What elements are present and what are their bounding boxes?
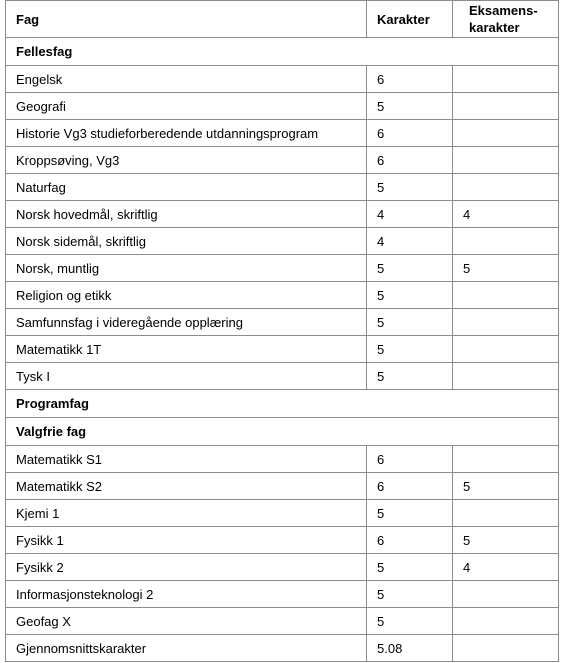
exam-grade-cell xyxy=(453,363,559,390)
exam-grade-cell xyxy=(453,282,559,309)
subject-cell: Historie Vg3 studieforberedende utdanningsprogram xyxy=(6,120,367,147)
exam-grade-cell xyxy=(453,446,559,473)
grade-column-header: Karakter xyxy=(367,1,453,38)
subject-cell: Geofag X xyxy=(6,608,367,635)
average-row xyxy=(6,635,559,662)
table-row xyxy=(6,66,559,93)
grade-cell: 6 xyxy=(367,473,453,500)
section-heading: Valgfrie fag xyxy=(6,418,559,446)
grades-table-body xyxy=(6,38,559,662)
exam-grade-column-header xyxy=(453,1,559,38)
table-row xyxy=(6,527,559,554)
exam-grade-cell xyxy=(453,336,559,363)
table-row xyxy=(6,147,559,174)
table-row xyxy=(6,581,559,608)
exam-grade-cell xyxy=(453,174,559,201)
exam-grade-cell xyxy=(453,66,559,93)
subject-cell: Norsk hovedmål, skriftlig xyxy=(6,201,367,228)
subject-cell: Norsk sidemål, skriftlig xyxy=(6,228,367,255)
table-row xyxy=(6,446,559,473)
table-row xyxy=(6,120,559,147)
subject-cell: Tysk I xyxy=(6,363,367,390)
subject-cell: Religion og etikk xyxy=(6,282,367,309)
grade-cell: 5 xyxy=(367,93,453,120)
grade-cell: 6 xyxy=(367,66,453,93)
grade-cell: 5 xyxy=(367,581,453,608)
section-heading: Fellesfag xyxy=(6,38,559,66)
table-row xyxy=(6,201,559,228)
table-row xyxy=(6,282,559,309)
grade-cell: 5 xyxy=(367,500,453,527)
subject-cell: Matematikk S2 xyxy=(6,473,367,500)
section-heading-row xyxy=(6,418,559,446)
grade-cell: 5 xyxy=(367,255,453,282)
subject-cell: Fysikk 1 xyxy=(6,527,367,554)
table-row xyxy=(6,228,559,255)
exam-grade-cell: 5 xyxy=(453,255,559,282)
exam-grade-cell: 4 xyxy=(453,554,559,581)
grades-table xyxy=(5,0,559,662)
subject-cell: Matematikk S1 xyxy=(6,446,367,473)
table-row xyxy=(6,336,559,363)
grade-cell: 5 xyxy=(367,554,453,581)
exam-header-line1: Eksamens- xyxy=(469,3,538,18)
grade-cell: 5 xyxy=(367,282,453,309)
exam-grade-cell xyxy=(453,120,559,147)
exam-grade-cell: 5 xyxy=(453,527,559,554)
table-row xyxy=(6,255,559,282)
exam-header-line2: karakter xyxy=(469,20,520,35)
table-row xyxy=(6,500,559,527)
grade-cell: 4 xyxy=(367,201,453,228)
subject-cell: Informasjonsteknologi 2 xyxy=(6,581,367,608)
table-row xyxy=(6,554,559,581)
exam-grade-cell: 4 xyxy=(453,201,559,228)
grade-cell: 4 xyxy=(367,228,453,255)
subject-cell: Norsk, muntlig xyxy=(6,255,367,282)
section-heading-row xyxy=(6,38,559,66)
grade-cell: 5 xyxy=(367,336,453,363)
grade-cell: 6 xyxy=(367,147,453,174)
average-value: 5.08 xyxy=(367,635,453,662)
average-exam-cell xyxy=(453,635,559,662)
subject-cell: Naturfag xyxy=(6,174,367,201)
table-header-row xyxy=(6,1,559,38)
exam-grade-cell xyxy=(453,581,559,608)
subject-cell: Kroppsøving, Vg3 xyxy=(6,147,367,174)
subject-cell: Matematikk 1T xyxy=(6,336,367,363)
grade-cell: 6 xyxy=(367,527,453,554)
grade-cell: 6 xyxy=(367,446,453,473)
subject-cell: Engelsk xyxy=(6,66,367,93)
average-label: Gjennomsnittskarakter xyxy=(6,635,367,662)
table-row xyxy=(6,473,559,500)
grade-cell: 5 xyxy=(367,174,453,201)
table-row xyxy=(6,93,559,120)
table-row xyxy=(6,174,559,201)
section-heading: Programfag xyxy=(6,390,559,418)
section-heading-row xyxy=(6,390,559,418)
exam-grade-cell: 5 xyxy=(453,473,559,500)
exam-grade-cell xyxy=(453,93,559,120)
exam-grade-cell xyxy=(453,309,559,336)
grade-cell: 5 xyxy=(367,363,453,390)
table-row xyxy=(6,309,559,336)
subject-cell: Fysikk 2 xyxy=(6,554,367,581)
grade-cell: 6 xyxy=(367,120,453,147)
grade-cell: 5 xyxy=(367,309,453,336)
table-row xyxy=(6,363,559,390)
table-row xyxy=(6,608,559,635)
exam-grade-cell xyxy=(453,228,559,255)
exam-grade-cell xyxy=(453,147,559,174)
grade-cell: 5 xyxy=(367,608,453,635)
subject-column-header: Fag xyxy=(6,1,367,38)
exam-grade-cell xyxy=(453,608,559,635)
subject-cell: Geografi xyxy=(6,93,367,120)
exam-grade-cell xyxy=(453,500,559,527)
subject-cell: Samfunnsfag i videregående opplæring xyxy=(6,309,367,336)
subject-cell: Kjemi 1 xyxy=(6,500,367,527)
